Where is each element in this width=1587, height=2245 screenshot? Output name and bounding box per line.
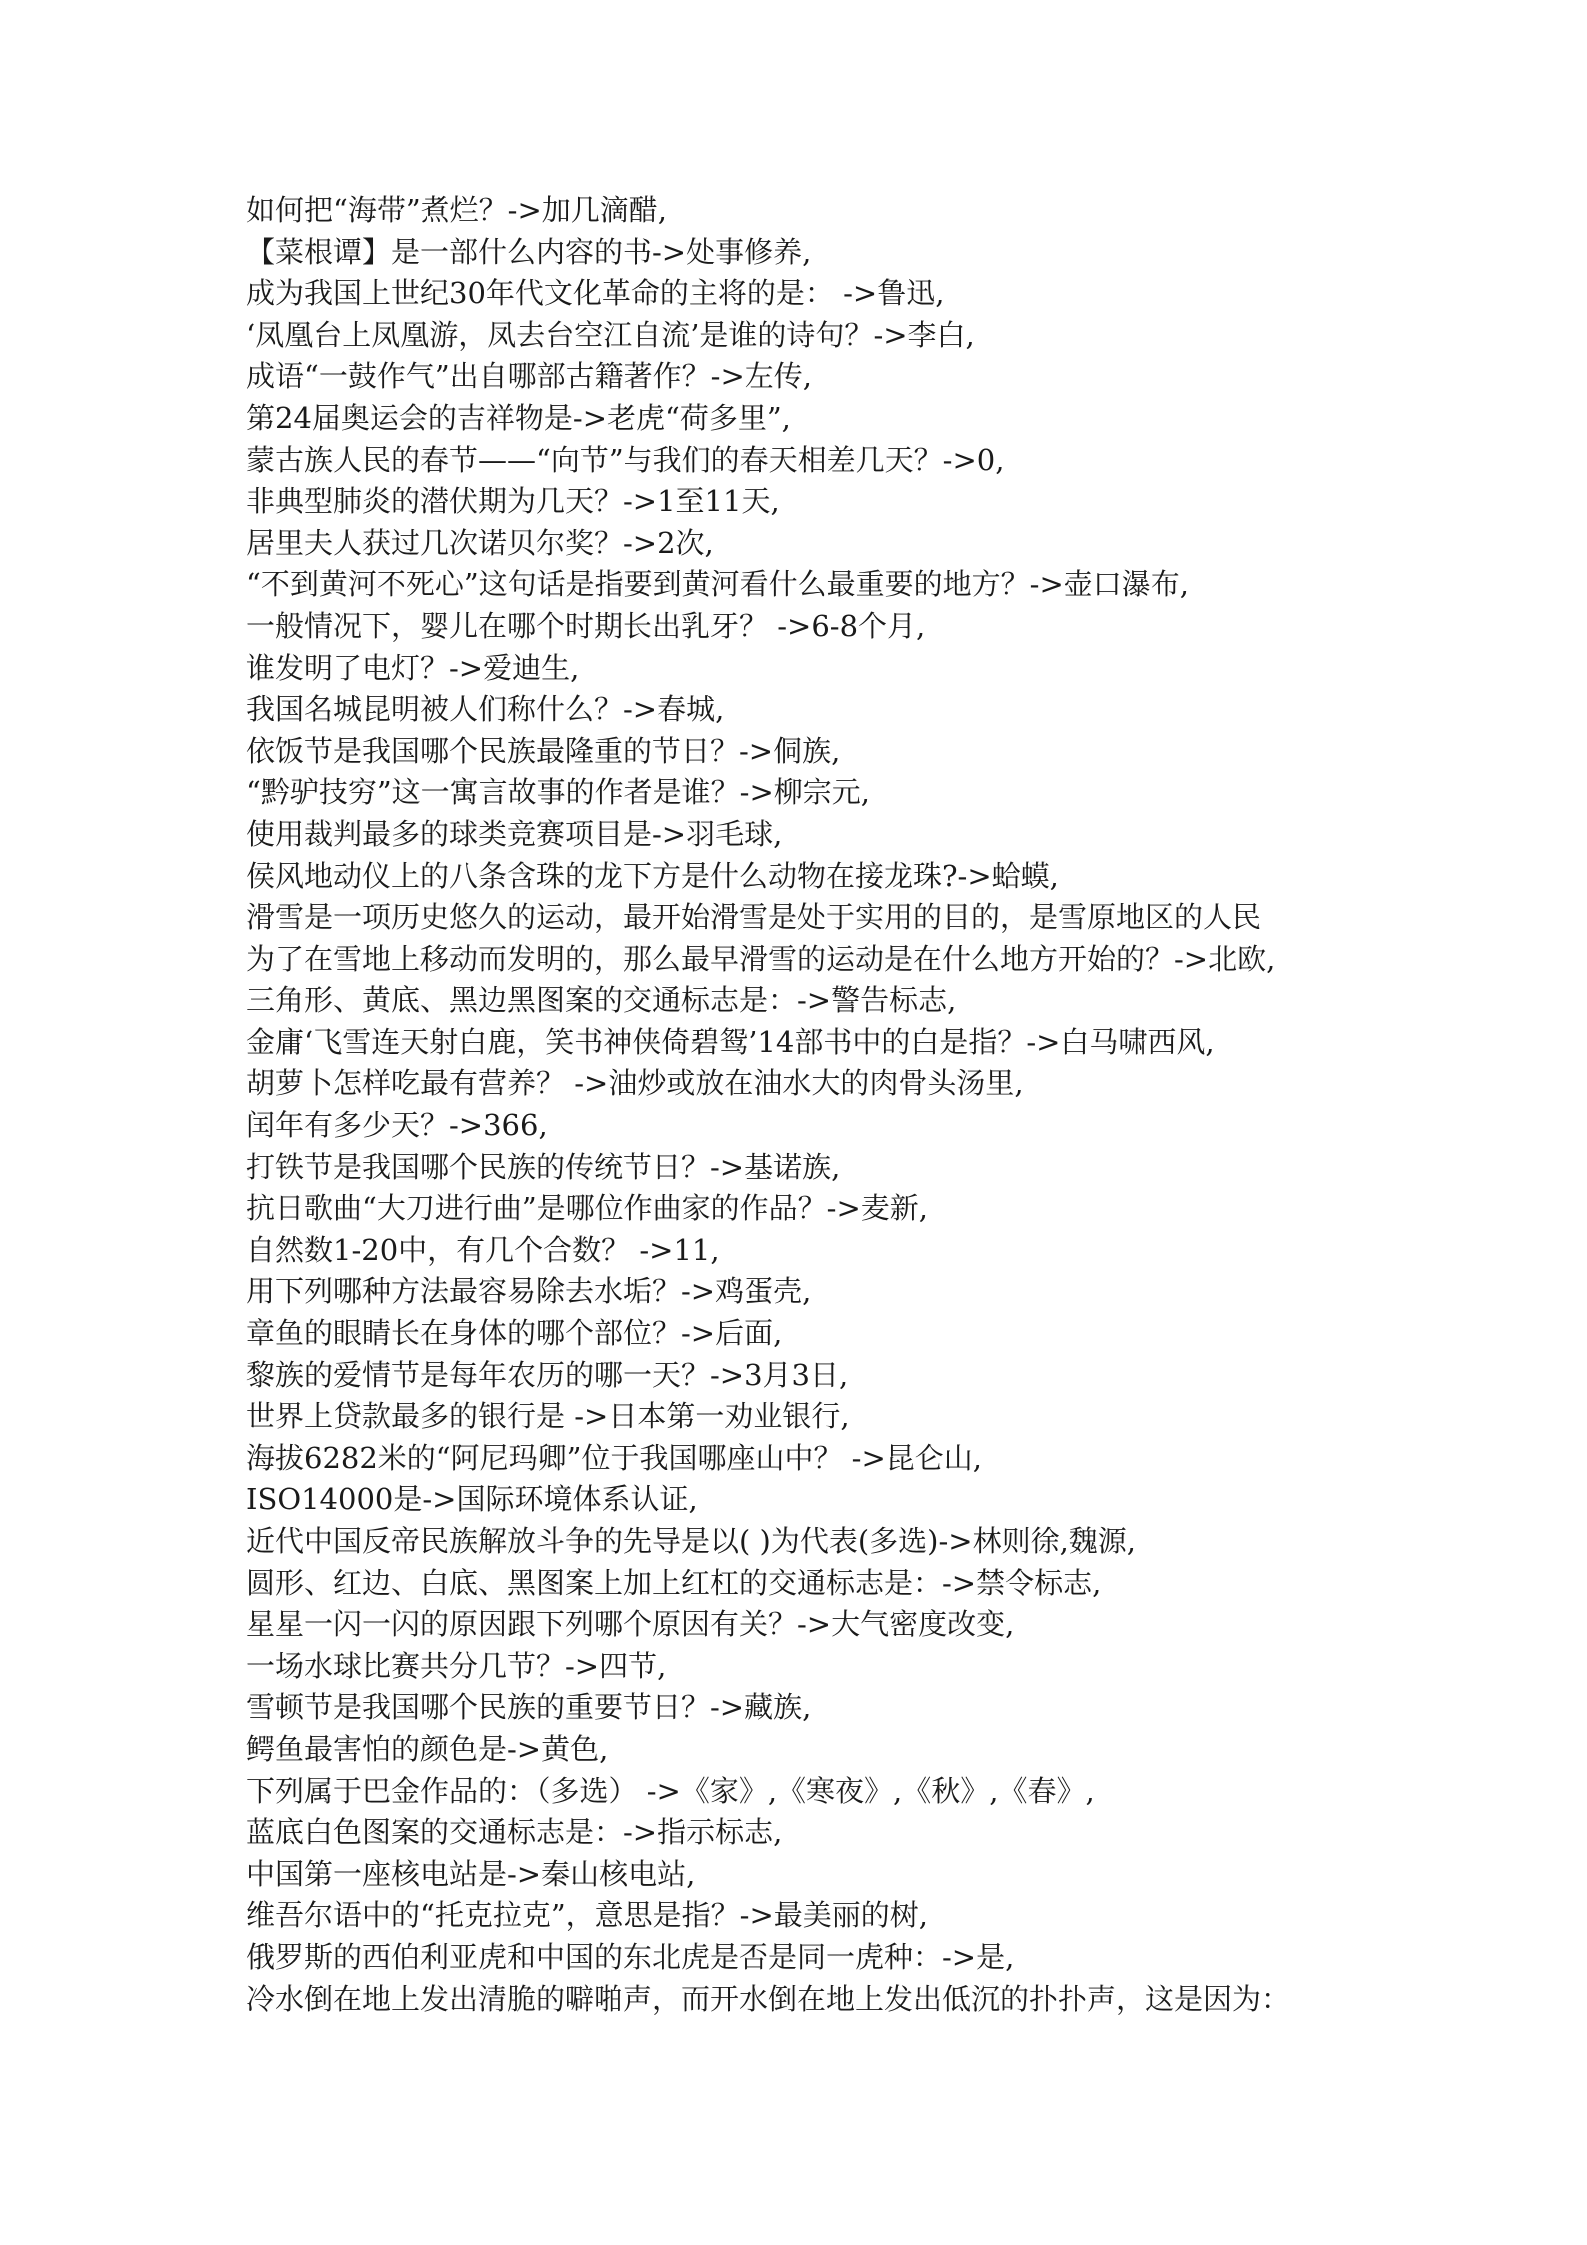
text-line: 依饭节是我国哪个民族最隆重的节日？->侗族, [246, 733, 841, 768]
text-line: 金庸‘飞雪连天射白鹿，笑书神侠倚碧鸳’14部书中的白是指？->白马啸西风, [246, 1024, 1215, 1059]
text-line: 维吾尔语中的“托克拉克”，意思是指？->最美丽的树, [246, 1898, 928, 1933]
text-line: 闰年有多少天？->366, [246, 1108, 548, 1143]
text-line: 蓝底白色图案的交通标志是：->指示标志, [246, 1815, 783, 1850]
text-line: 蒙古族人民的春节——“向节”与我们的春天相差几天？->0, [246, 442, 1005, 477]
text-line: 鳄鱼最害怕的颜色是->黄色, [246, 1731, 609, 1766]
text-line: 滑雪是一项历史悠久的运动，最开始滑雪是处于实用的目的，是雪原地区的人民 [246, 900, 1262, 935]
text-line: 圆形、红边、白底、黑图案上加上红杠的交通标志是：->禁令标志, [246, 1565, 1102, 1600]
text-line: 打铁节是我国哪个民族的传统节日？->基诺族, [246, 1149, 841, 1184]
text-line: 雪顿节是我国哪个民族的重要节日？->藏族, [246, 1690, 812, 1725]
text-line: 一场水球比赛共分几节？->四节, [246, 1648, 667, 1683]
text-line: 如何把“海带”煮烂？->加几滴醋, [246, 193, 667, 227]
text-line: 下列属于巴金作品的：（多选） ->《家》,《寒夜》,《秋》,《春》, [246, 1773, 1095, 1808]
text-line: 【菜根谭】是一部什么内容的书->处事修养, [246, 234, 812, 269]
text-line: 近代中国反帝民族解放斗争的先导是以( )为代表(多选)->林则徐,魏源, [246, 1524, 1137, 1558]
text-line: 星星一闪一闪的原因跟下列哪个原因有关？->大气密度改变, [246, 1607, 1015, 1642]
text-line: 抗日歌曲“大刀进行曲”是哪位作曲家的作品？->麦新, [246, 1191, 928, 1226]
text-line: 自然数1-20中，有几个合数？ ->11, [246, 1232, 720, 1267]
text-line: 黎族的爱情节是每年农历的哪一天？->3月3日, [246, 1357, 849, 1392]
text-line: 俄罗斯的西伯利亚虎和中国的东北虎是否是同一虎种：->是, [246, 1939, 1015, 1974]
text-line: 我国名城昆明被人们称什么？->春城, [246, 692, 725, 727]
text-line: 三角形、黄底、黑边黑图案的交通标志是：->警告标志, [246, 983, 957, 1018]
text-line: 一般情况下，婴儿在哪个时期长出乳牙？ ->6-8个月, [246, 608, 926, 643]
text-line: 世界上贷款最多的银行是 ->日本第一劝业银行, [246, 1399, 850, 1434]
text-line: 成为我国上世纪30年代文化革命的主将的是： ->鲁迅, [246, 276, 945, 311]
text-line: “不到黄河不死心”这句话是指要到黄河看什么最重要的地方？->壶口瀑布, [246, 567, 1189, 602]
text-line: 谁发明了电灯？->爱迪生, [246, 650, 580, 685]
text-line: 为了在雪地上移动而发明的，那么最早滑雪的运动是在什么地方开始的？->北欧, [246, 941, 1276, 976]
text-line: “黔驴技穷”这一寓言故事的作者是谁？->柳宗元, [246, 775, 870, 810]
text-line: 侯风地动仪上的八条含珠的龙下方是什么动物在接龙珠?->蛤蟆, [246, 858, 1059, 893]
text-line: 用下列哪种方法最容易除去水垢？->鸡蛋壳, [246, 1274, 812, 1309]
document-body [246, 190, 1366, 2020]
text-line: 居里夫人获过几次诺贝尔奖？->2次, [246, 525, 714, 560]
text-line: 第24届奥运会的吉祥物是->老虎“荷多里”, [246, 400, 791, 435]
text-line: 冷水倒在地上发出清脆的噼啪声，而开水倒在地上发出低沉的扑扑声，这是因为： [246, 1981, 1291, 2016]
text-line: ‘凤凰台上凤凰游，凤去台空江自流’是谁的诗句？->李白, [246, 317, 975, 352]
text-line: 胡萝卜怎样吃最有营养？ ->油炒或放在油水大的肉骨头汤里, [246, 1066, 1024, 1101]
text-line: 章鱼的眼睛长在身体的哪个部位？->后面, [246, 1316, 783, 1351]
text-line: 使用裁判最多的球类竞赛项目是->羽毛球, [246, 816, 783, 851]
text-line: 成语“一鼓作气”出自哪部古籍著作？->左传, [246, 359, 812, 394]
text-line: 海拔6282米的“阿尼玛卿”位于我国哪座山中？ ->昆仑山, [246, 1440, 982, 1475]
text-line: 中国第一座核电站是->秦山核电站, [246, 1856, 696, 1891]
text-line: ISO14000是->国际环境体系认证, [246, 1482, 698, 1517]
text-line: 非典型肺炎的潜伏期为几天？->1至11天, [246, 484, 780, 519]
